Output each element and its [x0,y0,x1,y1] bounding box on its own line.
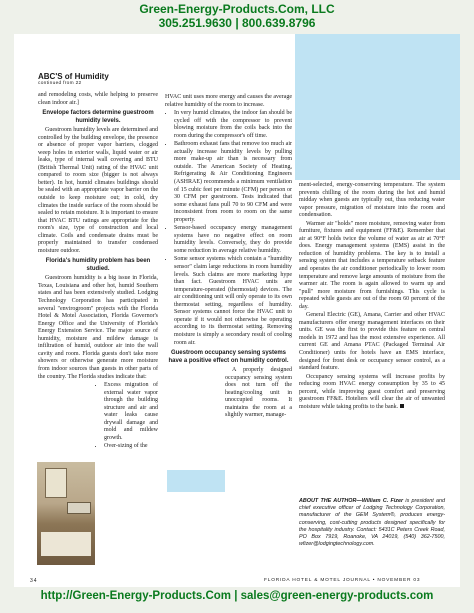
decorative-blue-block [295,34,460,180]
list-item: • Excess migration of external water vapor through the building structure and air and water leaks cause drywall damage and mold and mildew growth. [104,382,158,442]
end-mark-icon [400,404,404,408]
column-1 [38,92,158,452]
paragraph: HVAC unit uses more energy and causes the average relative humidity of the room to increase. [165,94,292,108]
list-item: • In very humid climates, the indoor fan should be cycled off with the compressor to prevent blowing moisture from the coils back into the room during the compressor's off time. [174,110,292,140]
column-2 [165,94,292,421]
bullet-list [38,382,158,451]
decorative-blue-block-small [167,470,225,492]
list-item: • Over-sizing of the [104,443,158,451]
bed [41,532,91,556]
list-item: • Some sensor systems which contain a "humidity sensor" claim large reductions in room humidity levels. Such claims are more marketing hype than fact. Guestroom HVAC units are temperature-operated (thermostat) devices. The air conditioning unit will only operate to its own thermostat setting, regardless of humidity. Sensor systems cannot force the HVAC unit to operate if it would not otherwise be operating according to its thermostat setting. Removing moisture is simply a secondary result of cooling room air. [174,256,292,347]
bottom-banner: http://Green-Energy-Products.Com | sales@green-energy-products.com [40,590,434,602]
paragraph: A properly designed occupancy sensing system does not turn off the heating/cooling unit in unoccupied rooms. It maintains the room at a slightly warmer, manage- [225,367,292,419]
continued-note: continued from 22 [38,81,82,86]
paragraph: General Electric (GE), Amana, Carrier and other HVAC manufacturers offer energy management interfaces on their units. GE was the first to provide this feature on central models in 1972 and has the most extensive experience. All current GE and Amana PTAC (Packaged Terminal Air Conditioner) units for hotels have an EMS interface, designed for front desk or occupancy sensor control, as a standard feature. [299,312,445,372]
paragraph: ment-selected, energy-conserving temperature. The system prevents chilling of the room during the hot and humid midday when guests are typically out, thus reducing water vapor pressure, migration of moisture into the room and condensation. [299,182,445,219]
subheading: Florida's humidity problem has been studied. [45,258,151,272]
journal-footer: FLORIDA HOTEL & MOTEL JOURNAL • NOVEMBER 03 [264,578,421,583]
bio-lead: ABOUT THE AUTHOR—William C. Fizer [299,498,404,504]
top-banner [0,2,474,30]
subheading: Envelope factors determine guestroom humidity levels. [42,110,154,124]
page-number: 34 [30,578,38,584]
list-item: • Sensor-based occupancy energy management systems have no negative effect on room humidity levels. Conversely, they do provide some reduction in average relative humidity. [174,225,292,255]
paragraph: Guestroom humidity levels are determined and controlled by the building envelope, the presence or absence of proper vapor barriers, clogged weep holes in exterior walls, liquid water or air leaks, type of internal wall covering and BTU (British Thermal Unit) rating of the HVAC unit compared to room size (bigger is not always better). In hot, humid climates buildings should be sealed with an appropriate vapor barrier on the outside to keep moisture out; in cold, dry climates the inside surface of the room should be sealed to retain moisture. It is important to ensure that HVAC BTU ratings are appropriate for the room's size, type of construction and local climate. Coils and condensate drains must be properly maintained to transfer condensed moisture outdoor. [38,127,158,254]
subheading: Guestroom occupancy sensing systems have a positive effect on humidity control. [168,350,289,364]
bio-text: is president and chief executive officer of Lodging Technology Corporation, manufacturer of the GEM System®, produces energy-conserving, cost-cutting products designed specifically for the hospitality industry. Contact: 5431C Peters Creek Road, PO Box 7919, Roanoke, VA 24019, (540) 362-7500, wfizer@lodgingtechnology.com. [299,498,446,548]
paragraph: and remodeling costs, while helping to preserve clean indoor air.] [38,92,158,106]
window [45,468,67,498]
banner-phone-numbers: 305.251.9630 | 800.639.8796 [158,16,316,30]
hotel-room-photo [37,462,95,565]
ptac-unit [67,502,91,514]
paragraph-text: Occupancy sensing systems will increase profits by reducing room HVAC energy consumption by 35 to 45 percent, while improving guest comfort and preserving guestroom FF&E. Hoteliers will clear the air of unwanted moisture while taking profits to the bank. [299,373,445,410]
column-3 [299,182,445,412]
article-title: ABC'S of Humidity [38,72,109,81]
paragraph: Warmer air "holds" more moisture, removing water from furniture, fixtures and equipment (FF&E). Remember that air at 90°F holds twice the volume of water as air at 70°F does. Energy management systems (EMS) assist in the reduction of humidity problems. The key is to install a sensing system that includes a temperature setback feature and operates the air conditioner periodically to lower room temperature and remove large amounts of moisture from the warmer air. The room is again allowed to warm up and "pull" more moisture from furnishings. This cycle is repeated while guests are out of the room 60 percent of the day. [299,220,445,310]
list-item: • Bathroom exhaust fans that remove too much air actually increase humidity levels by pulling more make-up air than is necessary from outside. The American Society of Heating, Refrigerating & Air Conditioning Engineers (ASHRAE) recommends a minimum ventilation of 15 cubic feet per minute (CFM) per person or 30 CFM per guestroom. Tests indicated that some exhaust fans pull 70 to 90 CFM and were inconsistent from room to room on the same property. [174,141,292,224]
author-bio [299,498,445,548]
bullet-list [165,110,292,347]
banner-company-name: Green-Energy-Products.Com, LLC [139,2,335,16]
paragraph [299,374,445,412]
paragraph: Guestroom humidity is a big issue in Florida, Texas, Louisiana and other hot, humid Southern states and has been extensively studied. Lodging Technology Corporation has participated in several "envirogroom" projects with the Florida Hotel & Motel Association, Florida Governor's Energy Office and the University of Florida's Energy Extension Service. The major source of humidity, moisture and mildew damage is infiltration of humid, outdoor air into the wall cavity and room. Florida guests don't take more showers or otherwise generate more moisture from indoor sources than guests in other parts of the country. The Florida studies indicate that: [38,275,158,380]
